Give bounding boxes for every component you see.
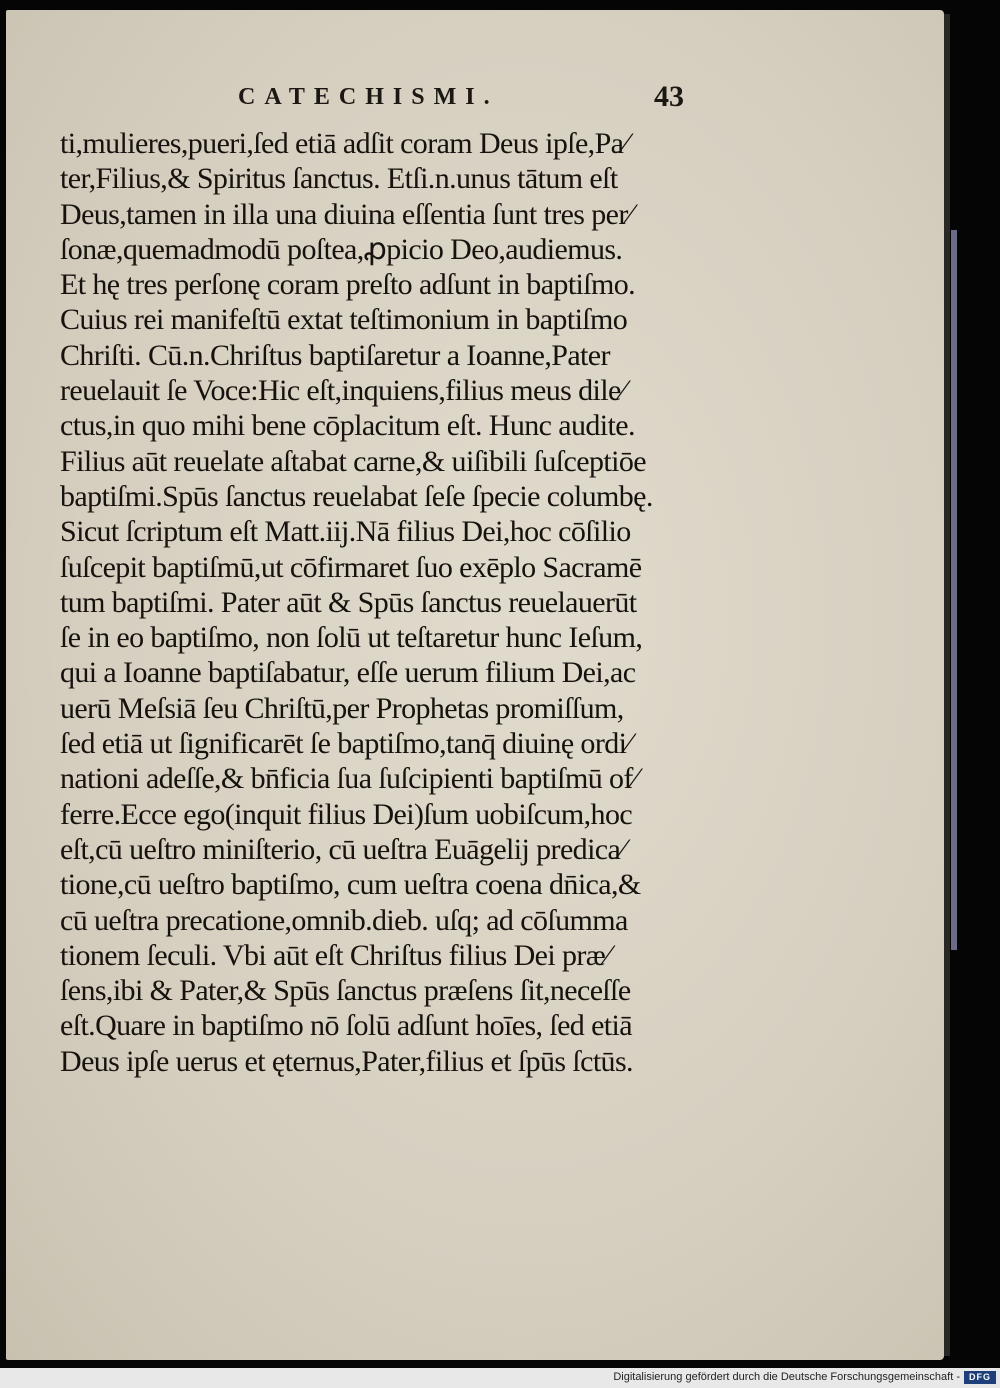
text-line: Et hę tres perſonę coram preſto adſunt in baptiſmo. (60, 268, 636, 302)
text-line: tum baptiſmi. Pater aūt & Spūs ſanctus reuelauerūt (60, 585, 637, 619)
text-line: Deus,tamen in illa una diuina eſſentia ſunt tres per⁄ (60, 197, 633, 231)
text-line: eſt,cū ueſtro miniſterio, cū ueſtra Euāgelij predica⁄ (60, 832, 625, 866)
footer-bar (0, 1368, 1000, 1388)
text-line: cū ueſtra precatione,omnib.dieb. uſq; ad cōſumma (60, 903, 628, 937)
text-line: qui a Ioanne baptiſabatur, eſſe uerum filium Dei,ac (60, 656, 636, 690)
text-line: eſt.Quare in baptiſmo nō ſolū adſunt hoīes, ſed etiā (60, 1009, 632, 1043)
text-line: Sicut ſcriptum eſt Matt.iij.Nā filius Dei,hoc cōſilio (60, 515, 631, 549)
text-line: Deus ipſe uerus et ęternus,Pater,filius et ſpūs ſctūs. (60, 1044, 633, 1078)
text-line: Cuius rei manifeſtū extat teſtimonium in baptiſmo (60, 303, 628, 337)
text-line: Filius aūt reuelate aſtabat carne,& uiſibili ſuſceptiōe (60, 444, 646, 478)
book-page (6, 10, 944, 1360)
page-edge (944, 14, 950, 1356)
text-line: uerū Meſsiā ſeu Chriſtū,per Prophetas promiſſum, (60, 691, 624, 725)
dfg-logo: DFG (964, 1371, 996, 1384)
text-line: ſonæ,quemadmodū poſtea,ꝓpicio Deo,audiemus. (60, 232, 623, 266)
text-line: tione,cū ueſtro baptiſmo, cum ueſtra coena dn̄ica,& (60, 868, 641, 902)
text-line: ſens,ibi & Pater,& Spūs ſanctus præſens ſit,neceſſe (60, 974, 631, 1008)
text-line: ſuſcepit baptiſmū,ut cōfirmaret ſuo exēplo Sacramē (60, 550, 642, 584)
scan-color-strip (951, 230, 957, 950)
text-line: ctus,in quo mihi bene cōplacitum eſt. Hunc audite. (60, 409, 635, 443)
text-line: ſed etiā ut ſignificarēt ſe baptiſmo,tanq̄ diuinę ordi⁄ (60, 727, 631, 761)
text-line: ferre.Ecce ego(inquit filius Dei)ſum uobiſcum,hoc (60, 797, 633, 831)
body-text (60, 126, 730, 1079)
text-line: nationi adeſſe,& bn̄ficia ſua ſuſcipienti baptiſmū of⁄ (60, 762, 638, 796)
text-line: Chriſti. Cū.n.Chriſtus baptiſaretur a Ioanne,Pater (60, 338, 610, 372)
text-line: reuelauit ſe Voce:Hic eſt,inquiens,filius meus dile⁄ (60, 374, 626, 408)
running-title: CATECHISMI. (238, 84, 499, 110)
text-line: ti,mulieres,pueri,ſed etiā adſit coram Deus ipſe,Pa⁄ (60, 127, 628, 160)
footer-credit: Digitalisierung gefördert durch die Deutsche Forschungsgemeinschaft - (613, 1371, 960, 1383)
text-line: tionem ſeculi. Vbi aūt eſt Chriſtus filius Dei præ⁄ (60, 938, 610, 972)
page-number: 43 (654, 80, 684, 113)
text-line: baptiſmi.Spūs ſanctus reuelabat ſeſe ſpecie columbę. (60, 479, 653, 513)
text-line: ter,Filius,& Spiritus ſanctus. Etſi.n.unus tātum eſt (60, 162, 618, 196)
running-head (6, 80, 944, 120)
text-line: ſe in eo baptiſmo, non ſolū ut teſtaretur hunc Ieſum, (60, 621, 643, 655)
